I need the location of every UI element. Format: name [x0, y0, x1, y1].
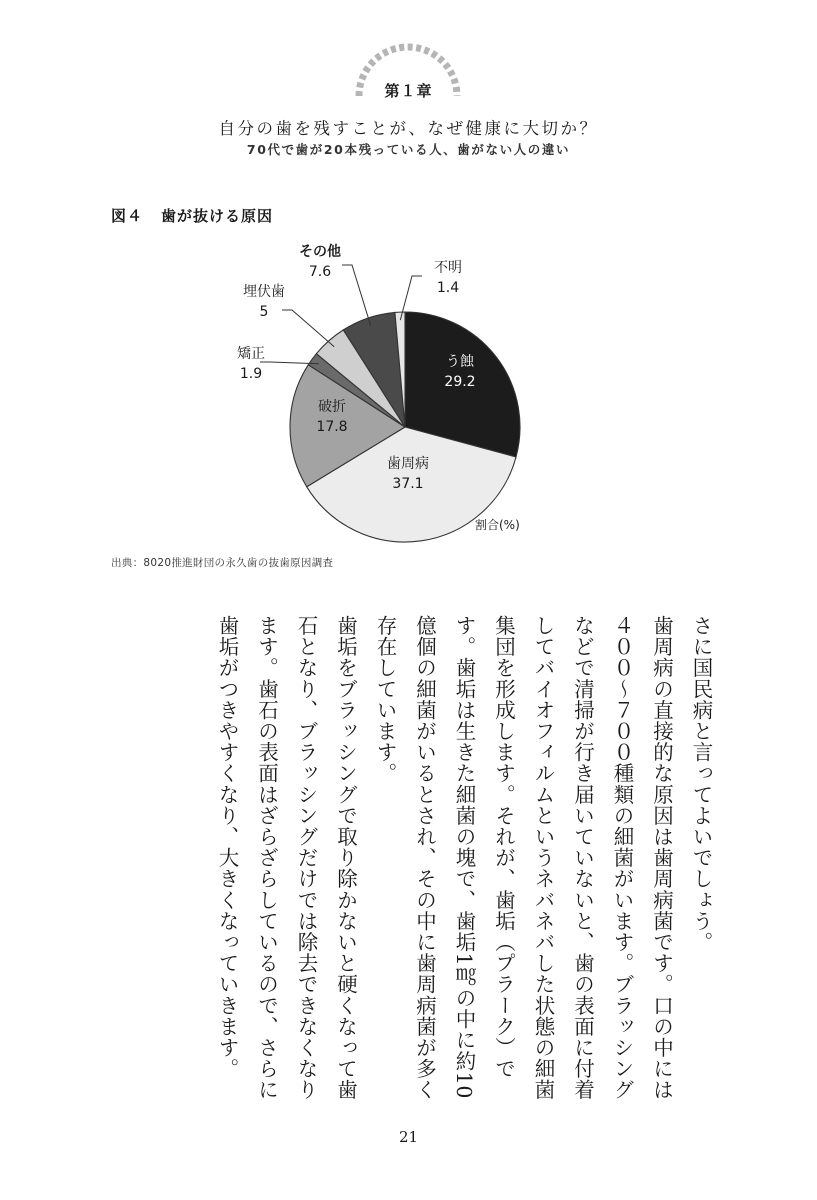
leader-line-slice-5 — [282, 310, 334, 347]
body-paragraph-1: さに国民病と言ってよいでしょう。 — [689, 615, 713, 953]
figure-source: 出典：8020推進財団の永久歯の抜歯原因調査 — [111, 557, 334, 569]
chapter-title: 自分の歯を残すことが、なぜ健康に大切か？ — [218, 119, 599, 138]
slice-label-2: 歯周病 — [387, 456, 429, 472]
slice-label-7: 不明 — [434, 260, 462, 276]
slice-label-6: その他 — [299, 244, 341, 260]
slice-label-5: 埋伏歯 — [243, 284, 285, 300]
slice-value-6: 7.6 — [308, 264, 332, 280]
slice-value-5: 5 — [259, 304, 269, 320]
slice-value-4: 1.9 — [239, 366, 263, 382]
chapter-label: 第１章 — [384, 82, 433, 100]
pie-chart — [0, 0, 817, 560]
body-paragraph-3: 歯垢をブラッシングで取り除かないと硬くなって歯石となり、ブラッシングだけでは除去できなくなります。歯石の表面はざらざらしているので、さらに歯垢がつきやすくなり、大きくなっていきます。 — [215, 615, 358, 1101]
slice-value-3: 17.8 — [316, 419, 348, 435]
slice-label-4: 矯正 — [237, 346, 265, 362]
figure-title-text: 歯が抜ける原因 — [161, 207, 274, 225]
leader-line-slice-6 — [342, 265, 371, 326]
slice-label-3: 破折 — [318, 399, 346, 415]
slice-value-7: 1.4 — [436, 280, 460, 296]
body-text — [100, 615, 720, 1105]
chapter-subtitle: 70代で歯が20本残っている人、歯がない人の違い — [246, 142, 571, 157]
figure-number: 図４ — [111, 207, 144, 225]
slice-label-1: う蝕 — [446, 354, 474, 370]
slice-value-1: 29.2 — [444, 374, 476, 390]
page-number: 21 — [398, 1128, 419, 1146]
slice-value-2: 37.1 — [392, 476, 424, 492]
body-paragraph-2: 歯周病の直接的な原因は歯周病菌です。口の中には４００〜７００種類の細菌がいます。ブラッシングなどで清掃が行き届いていないと、歯の表面に付着してバイオフィルムというネバネバした状態の細菌集団を形成します。それが、歯垢（プラーク）です。歯垢は生きた細菌の塊で、歯垢1㎎の中に約10億個の細菌がいるとされ、その中に歯周病菌が多く存在しています。 — [373, 615, 674, 1101]
chart-unit-label: 割合(%) — [475, 518, 520, 532]
